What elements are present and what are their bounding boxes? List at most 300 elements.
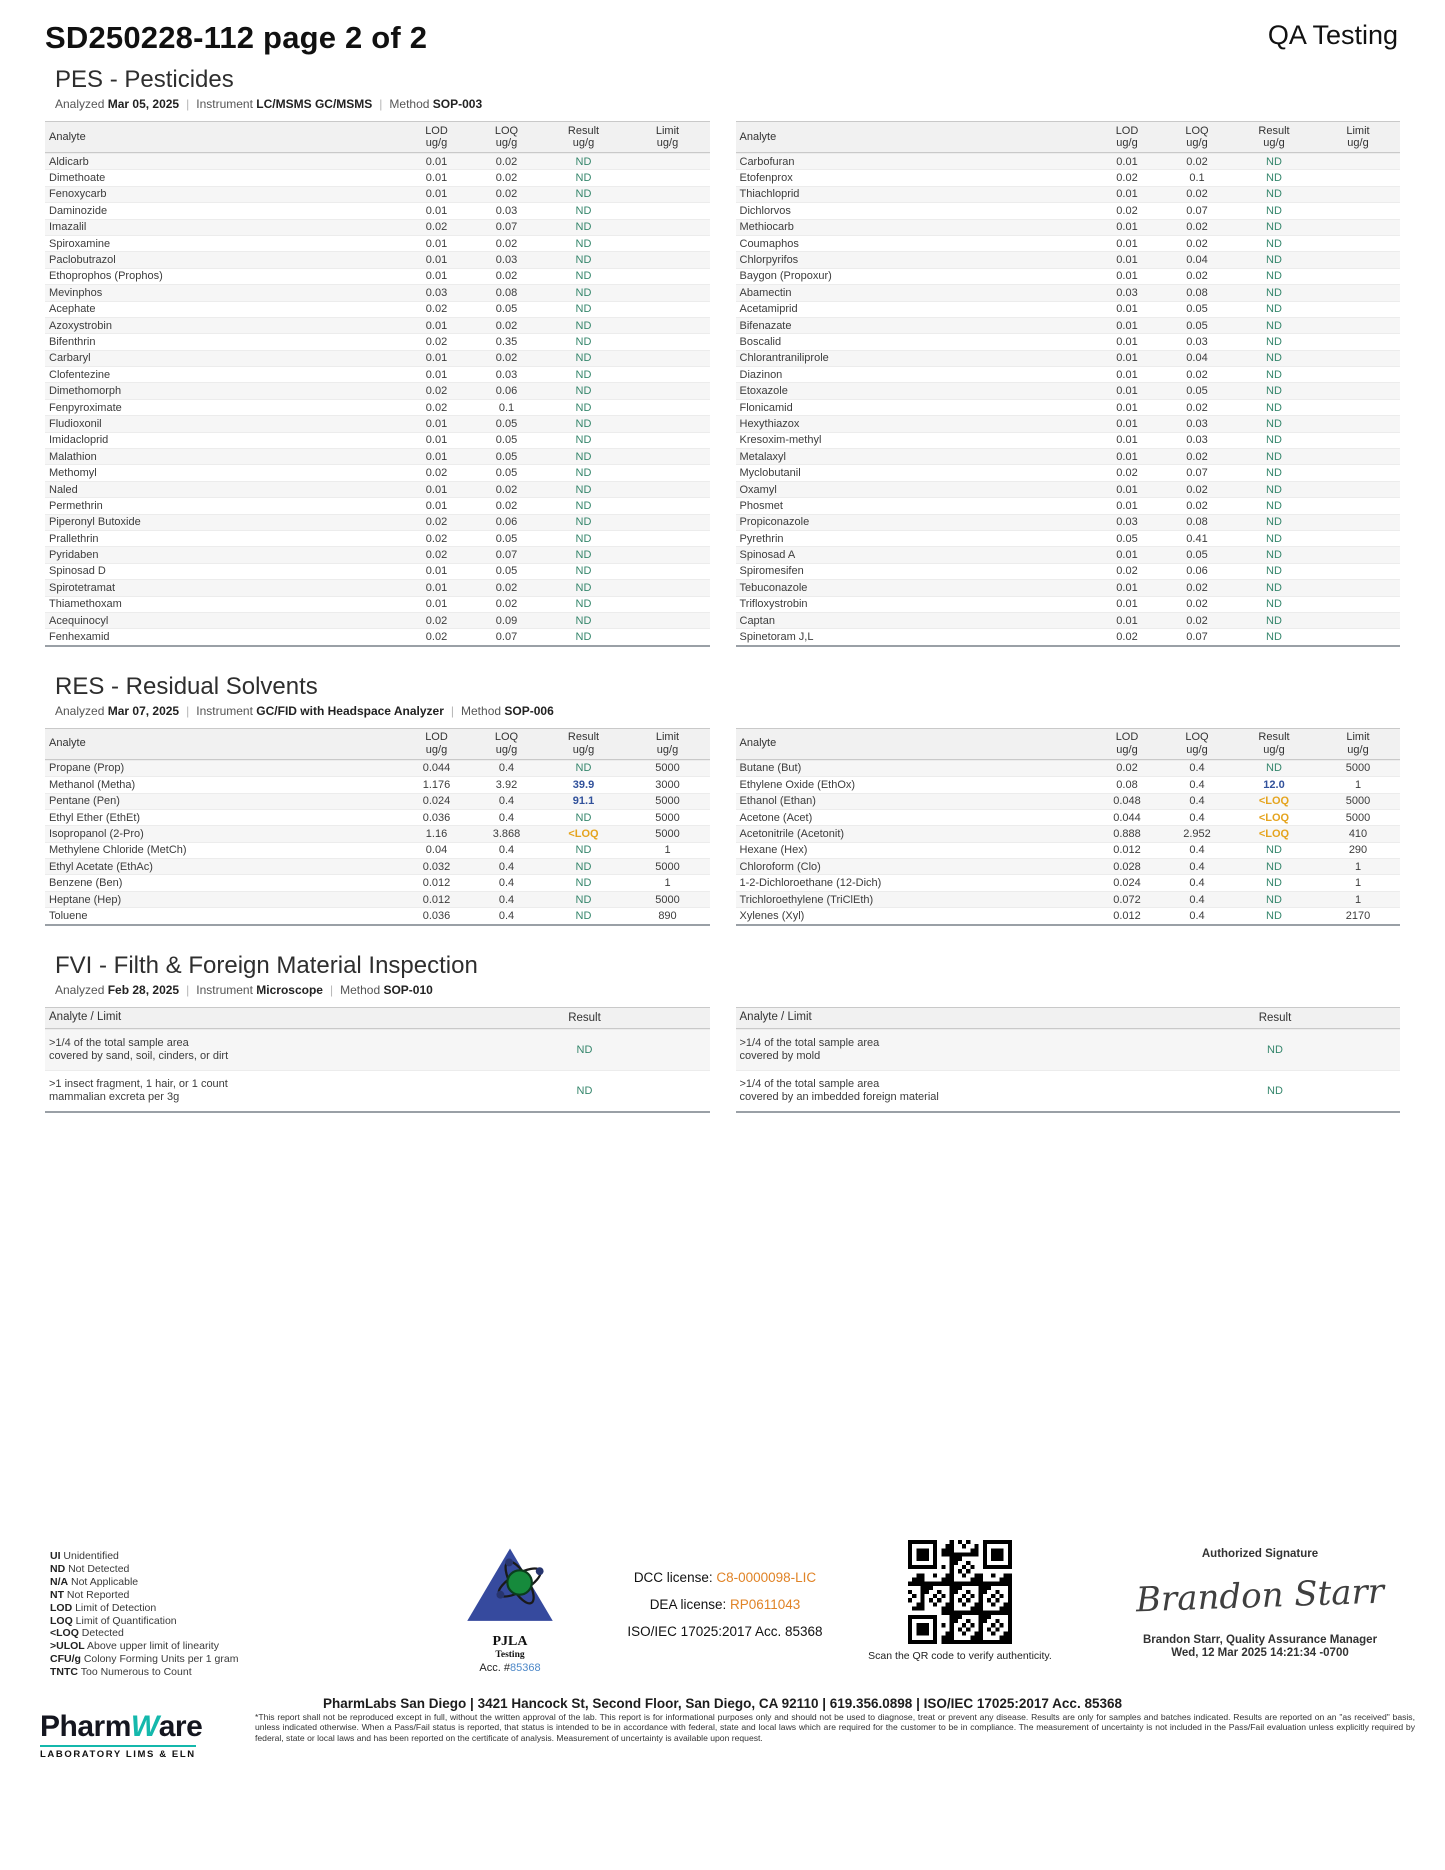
table-row: [45, 858, 710, 874]
limit-value: 1: [1354, 893, 1362, 906]
analyzed-date: Feb 28, 2025: [107, 982, 180, 997]
limit-value: 2170: [1345, 909, 1371, 922]
acc-number: 85368: [509, 1662, 541, 1674]
loq-value: 0.4: [1189, 762, 1205, 775]
result-value: ND: [575, 844, 592, 857]
pharmware-logo: [40, 1710, 240, 1762]
column-header-loq: [472, 125, 542, 150]
column-header-lod: [1092, 125, 1162, 150]
instrument-label: Instrument: [196, 982, 253, 997]
lod-value: 0.01: [425, 188, 448, 201]
header-label: Analyte: [739, 737, 777, 750]
column-header-loq: [472, 731, 542, 756]
analyte-name: Dimethomorph: [49, 385, 122, 398]
analyte-name: Propiconazole: [739, 516, 810, 529]
analyte-name: Tebuconazole: [739, 581, 808, 594]
lod-value: 0.01: [1116, 335, 1138, 348]
result-value: ND: [1266, 303, 1282, 316]
table-row: [45, 284, 710, 300]
table-row: [736, 301, 1401, 317]
lod-value: 0.01: [425, 204, 448, 217]
analyte-name: Spirotetramat: [49, 581, 116, 594]
analyte-name: Xylenes (Xyl): [739, 909, 805, 922]
lod-value: 0.03: [1116, 516, 1138, 529]
analyzed-label: Analyzed: [55, 97, 105, 111]
result-value: ND: [1266, 467, 1282, 480]
lod-value: 0.03: [1116, 286, 1138, 299]
result-value: ND: [1266, 549, 1282, 562]
limit-value: 1: [1354, 877, 1362, 890]
result-value: ND: [575, 467, 592, 480]
header-unit: ug/g: [1116, 743, 1138, 756]
lod-value: 0.02: [425, 631, 448, 644]
analyte-name: Aldicarb: [49, 155, 89, 168]
table-row: [45, 464, 710, 480]
fvi-table-half: [45, 1007, 710, 1113]
lod-value: 0.012: [422, 893, 451, 906]
loq-value: 0.02: [1186, 188, 1208, 201]
result-value: ND: [1266, 172, 1282, 185]
lod-value: 0.01: [425, 417, 448, 430]
result-value: ND: [575, 270, 592, 283]
table-row: [736, 202, 1401, 218]
method-value: SOP-006: [504, 703, 554, 718]
column-header-lod: [402, 731, 472, 756]
limit-value: 1: [1354, 860, 1362, 873]
loq-value: 0.02: [1186, 368, 1208, 381]
analyte-name: Ethyl Ether (EthEt): [49, 811, 141, 824]
table-row: [736, 825, 1401, 841]
loq-value: 0.07: [495, 221, 518, 234]
column-header-result: Result: [1258, 1011, 1292, 1024]
result-value: ND: [1266, 352, 1282, 365]
result-value: ND: [575, 188, 592, 201]
limit-value: 1: [1354, 778, 1362, 791]
lod-value: 0.02: [425, 335, 448, 348]
qr-code: [908, 1540, 1012, 1644]
column-header-analyte: [45, 737, 402, 750]
table-row: [45, 301, 710, 317]
analyte-name: Paclobutrazol: [49, 254, 116, 267]
result-value: ND: [575, 499, 592, 512]
analyte-limit-text: [45, 1037, 460, 1063]
column-header-loq: [1162, 125, 1232, 150]
lod-value: 0.02: [1116, 565, 1138, 578]
result-value: ND: [1267, 1084, 1283, 1097]
loq-value: 0.4: [1189, 860, 1205, 873]
analyte-limit-text: [736, 1078, 1151, 1104]
dea-license-value: RP0611043: [729, 1597, 801, 1612]
legend-entry: LOD Limit of Detection: [50, 1601, 157, 1614]
result-value: ND: [575, 352, 592, 365]
analyte-name: Fludioxonil: [49, 417, 102, 430]
result-value: ND: [1266, 877, 1282, 890]
table-row: [45, 793, 710, 809]
loq-value: 0.08: [1186, 516, 1208, 529]
table-row: [736, 628, 1401, 644]
column-header-analyte-limit: Analyte / Limit: [49, 1011, 122, 1024]
analyte-table-half: [736, 728, 1401, 926]
loq-value: 0.4: [498, 860, 515, 873]
limit-line: covered by sand, soil, cinders, or dirt: [49, 1049, 229, 1062]
result-value: ND: [575, 221, 592, 234]
loq-value: 0.41: [1186, 532, 1208, 545]
table-row: [45, 563, 710, 579]
table-row: [45, 530, 710, 546]
loq-value: 0.06: [1186, 565, 1208, 578]
result-value: ND: [1266, 434, 1282, 447]
legend-entry: TNTC Too Numerous to Count: [50, 1666, 192, 1679]
result-value: ND: [575, 368, 592, 381]
instrument-label: Instrument: [196, 703, 253, 718]
analyte-name: Permethrin: [49, 499, 103, 512]
pesticides-table: [45, 121, 1400, 647]
loq-value: 0.05: [495, 434, 518, 447]
loq-value: 0.02: [1186, 483, 1208, 496]
result-value: 91.1: [572, 795, 595, 808]
header-label: Limit: [1346, 731, 1370, 744]
table-row: [45, 153, 710, 169]
lod-value: 0.01: [425, 270, 448, 283]
table-row: [736, 874, 1401, 890]
result-value: ND: [1266, 516, 1282, 529]
result-value: ND: [575, 860, 592, 873]
column-header-analyte: [45, 131, 402, 144]
lod-value: 0.01: [1116, 598, 1138, 611]
legend-abbr: LOD: [50, 1601, 73, 1614]
limit-line: >1/4 of the total sample area: [739, 1036, 880, 1049]
analyte-name: Acetamiprid: [739, 303, 798, 316]
analyte-name: Oxamyl: [739, 483, 777, 496]
lod-value: 0.02: [425, 614, 448, 627]
result-value: ND: [1266, 286, 1282, 299]
header-label: Analyte: [49, 737, 86, 750]
table-row: [736, 776, 1401, 792]
result-value: ND: [575, 155, 592, 168]
loq-value: 0.03: [1186, 434, 1208, 447]
table-row: [736, 251, 1401, 267]
table-row: [736, 464, 1401, 480]
analyte-name: Imidacloprid: [49, 434, 109, 447]
loq-value: 0.02: [1186, 450, 1208, 463]
column-header-result: Result: [568, 1011, 601, 1024]
loq-value: 3.868: [492, 827, 521, 840]
loq-value: 0.02: [1186, 155, 1208, 168]
header-label: Result: [567, 124, 600, 137]
result-value: ND: [575, 254, 592, 267]
table-row: [736, 186, 1401, 202]
column-header-limit: [626, 125, 710, 150]
signer-name-title: Brandon Starr, Quality Assurance Manager: [1142, 1634, 1378, 1646]
analyzed-date: Mar 07, 2025: [107, 703, 180, 718]
limit-value: 890: [658, 909, 677, 922]
analyte-name: Abamectin: [739, 286, 792, 299]
qa-testing-label: QA Testing: [1267, 20, 1398, 50]
section-residual-solvents: [45, 673, 1400, 926]
lod-value: 0.01: [1116, 188, 1138, 201]
lod-value: 0.02: [425, 303, 448, 316]
pjla-accreditation-block: [445, 1544, 575, 1674]
authorized-signature-label: Authorized Signature: [1201, 1548, 1319, 1560]
lod-value: 0.01: [1116, 221, 1138, 234]
page-footer: [0, 1538, 1445, 1870]
table-header-row: [45, 1007, 710, 1029]
legend-abbr: <LOQ: [50, 1627, 79, 1640]
analyte-name: Kresoxim-methyl: [739, 434, 822, 447]
column-header-lod: [402, 125, 472, 150]
lod-value: 0.888: [1113, 827, 1141, 840]
residual-solvents-table: [45, 728, 1400, 926]
analyte-name: Boscalid: [739, 335, 782, 348]
header-unit: ug/g: [1347, 137, 1369, 149]
method-label: Method: [389, 97, 430, 111]
header-label: Result: [567, 731, 600, 744]
table-row: [736, 284, 1401, 300]
analyte-name: Ethanol (Ethan): [739, 795, 816, 808]
analyte-name: Ethoprophos (Prophos): [49, 270, 163, 283]
lod-value: 0.01: [425, 155, 448, 168]
loq-value: 0.05: [495, 532, 518, 545]
table-row: [736, 907, 1401, 923]
analyte-name: Chloroform (Clo): [739, 860, 821, 873]
lod-value: 0.036: [422, 811, 451, 824]
analyte-name: Spinosad A: [739, 549, 796, 562]
loq-value: 0.02: [495, 581, 518, 594]
table-row: [45, 432, 710, 448]
result-value: ND: [575, 516, 592, 529]
analyte-name: Methylene Chloride (MetCh): [49, 844, 187, 857]
analyte-limit-text: [736, 1037, 1151, 1063]
loq-value: 0.4: [498, 877, 515, 890]
iso-accreditation-line: ISO/IEC 17025:2017 Acc. 85368: [627, 1624, 823, 1639]
loq-value: 0.08: [495, 286, 518, 299]
loq-value: 0.03: [1186, 417, 1208, 430]
analyte-name: Baygon (Propoxur): [739, 270, 832, 283]
table-header-row: [736, 728, 1401, 760]
result-value: ND: [575, 532, 592, 545]
analyte-name: Benzene (Ben): [49, 877, 123, 890]
loq-value: 0.02: [495, 352, 518, 365]
signature-block: [1110, 1548, 1410, 1659]
analyte-name: Carbaryl: [49, 352, 91, 365]
result-value: ND: [1266, 614, 1282, 627]
loq-value: 0.02: [495, 188, 518, 201]
loq-value: 0.02: [495, 499, 518, 512]
table-row: [45, 907, 710, 923]
result-value: ND: [1266, 598, 1282, 611]
analyte-name: Metalaxyl: [739, 450, 786, 463]
lod-value: 0.01: [1116, 499, 1138, 512]
table-row: [736, 481, 1401, 497]
loq-value: 0.4: [1189, 909, 1205, 922]
result-value: ND: [575, 483, 592, 496]
lod-value: 0.01: [425, 172, 448, 185]
analyte-name: Spiromesifen: [739, 565, 804, 578]
brand-part1: Pharm: [40, 1710, 131, 1743]
analyte-name: Imazalil: [49, 221, 87, 234]
result-value: ND: [1266, 204, 1282, 217]
header-unit: ug/g: [425, 743, 448, 756]
lod-value: 0.01: [425, 499, 448, 512]
loq-value: 0.02: [495, 598, 518, 611]
column-header-lod: [1092, 731, 1162, 756]
table-row: [736, 399, 1401, 415]
loq-value: 0.05: [495, 450, 518, 463]
analyte-name: Azoxystrobin: [49, 319, 112, 332]
table-row: [736, 891, 1401, 907]
limit-value: 5000: [655, 762, 680, 775]
lod-value: 0.024: [422, 795, 451, 808]
lod-value: 0.01: [1116, 254, 1138, 267]
dcc-license-label: DCC license:: [633, 1570, 717, 1585]
lod-value: 0.01: [425, 352, 448, 365]
loq-value: 0.02: [495, 270, 518, 283]
result-value: ND: [575, 204, 592, 217]
table-row: [45, 235, 710, 251]
loq-value: 0.05: [495, 303, 518, 316]
dea-license-line: [560, 1597, 890, 1612]
pjla-accreditation-number: [445, 1662, 575, 1674]
loq-value: 0.07: [1186, 204, 1208, 217]
result-value: ND: [575, 581, 592, 594]
lod-value: 0.024: [1113, 877, 1141, 890]
analyte-name: Pyridaben: [49, 549, 99, 562]
result-value: ND: [1266, 909, 1282, 922]
lod-value: 0.02: [1116, 467, 1138, 480]
section-meta-fvi: [55, 983, 1400, 997]
header-unit: ug/g: [572, 743, 595, 756]
header-unit: ug/g: [1186, 743, 1208, 756]
table-row: [736, 546, 1401, 562]
result-value: ND: [1266, 499, 1282, 512]
loq-value: 0.05: [1186, 385, 1208, 398]
result-value: ND: [575, 303, 592, 316]
acc-prefix: Acc. #: [479, 1662, 510, 1674]
lod-value: 0.012: [422, 877, 451, 890]
table-row: [45, 514, 710, 530]
table-row: [45, 579, 710, 595]
analyte-name: Ethyl Acetate (EthAc): [49, 860, 153, 873]
column-header-analyte: [736, 131, 1093, 144]
lod-value: 0.02: [425, 385, 448, 398]
analyte-name: Flonicamid: [739, 401, 793, 414]
loq-value: 0.02: [495, 155, 518, 168]
header-label: LOQ: [494, 731, 519, 744]
loq-value: 2.952: [1183, 827, 1211, 840]
table-header-row: [45, 121, 710, 153]
legend-abbr: LOQ: [50, 1614, 73, 1627]
lod-value: 0.01: [1116, 368, 1138, 381]
lod-value: 1.176: [422, 778, 451, 791]
table-row: [45, 628, 710, 644]
table-row: [45, 481, 710, 497]
result-value: ND: [575, 909, 592, 922]
analyzed-date: Mar 05, 2025: [107, 97, 180, 111]
lod-value: 0.01: [425, 368, 448, 381]
result-value: ND: [576, 1084, 593, 1097]
signature-script: Brandon Starr: [1135, 1571, 1385, 1621]
table-row: [736, 219, 1401, 235]
limit-value: 1: [664, 844, 671, 857]
lod-value: 0.01: [425, 254, 448, 267]
analyte-name: Acequinocyl: [49, 614, 109, 627]
lod-value: 0.044: [1113, 811, 1141, 824]
lod-value: 0.036: [422, 909, 451, 922]
table-row: [45, 825, 710, 841]
analyte-name: Naled: [49, 483, 78, 496]
lod-value: 0.01: [1116, 319, 1138, 332]
table-row: [736, 169, 1401, 185]
analyte-name: Bifenazate: [739, 319, 792, 332]
legend-abbr: TNTC: [50, 1666, 78, 1679]
lod-value: 0.01: [1116, 270, 1138, 283]
result-value: <LOQ: [1258, 795, 1290, 808]
analyte-name: Coumaphos: [739, 237, 799, 250]
lod-value: 0.01: [1116, 401, 1138, 414]
legend-entry: LOQ Limit of Quantification: [50, 1614, 177, 1627]
column-header-result: [1232, 731, 1316, 756]
lod-value: 0.01: [1116, 450, 1138, 463]
result-value: ND: [1266, 254, 1282, 267]
lod-value: 0.072: [1113, 893, 1141, 906]
loq-value: 0.02: [1186, 581, 1208, 594]
header-label: LOQ: [494, 124, 519, 137]
loq-value: 0.06: [495, 516, 518, 529]
table-row: [736, 1070, 1401, 1111]
table-row: [736, 317, 1401, 333]
legend-entry: <LOQ Detected: [50, 1627, 124, 1640]
header-unit: ug/g: [656, 137, 679, 149]
table-row: [45, 219, 710, 235]
loq-value: 3.92: [495, 778, 518, 791]
lod-value: 0.028: [1113, 860, 1141, 873]
header-label: Limit: [655, 731, 680, 744]
lod-value: 0.01: [425, 434, 448, 447]
analyte-name: Myclobutanil: [739, 467, 801, 480]
analyte-name: Prallethrin: [49, 532, 99, 545]
legend-entry: NT Not Reported: [50, 1588, 130, 1601]
lab-address-line: PharmLabs San Diego | 3421 Hancock St, Second Floor, San Diego, CA 92110 | 619.356.0898 | ISO/IEC 17025:2017 Acc. 85368: [323, 1696, 1122, 1711]
table-row: [45, 612, 710, 628]
lod-value: 0.01: [425, 450, 448, 463]
table-row: [736, 153, 1401, 169]
analyte-name: Daminozide: [49, 204, 108, 217]
table-row: [736, 760, 1401, 776]
result-value: ND: [1266, 565, 1282, 578]
loq-value: 0.03: [495, 254, 518, 267]
lod-value: 0.03: [425, 286, 448, 299]
section-meta-res: [55, 704, 1400, 718]
header-unit: ug/g: [425, 137, 448, 149]
table-row: [45, 546, 710, 562]
legend-entry: N/A Not Applicable: [50, 1575, 139, 1588]
analyte-name: Chlorpyrifos: [739, 254, 799, 267]
table-row: [736, 612, 1401, 628]
lod-value: 0.02: [425, 516, 448, 529]
header-unit: ug/g: [495, 137, 518, 149]
result-value: ND: [575, 401, 592, 414]
method-label: Method: [461, 703, 502, 718]
lod-value: 0.02: [1116, 762, 1138, 775]
result-value: ND: [575, 811, 592, 824]
analyte-name: Mevinphos: [49, 286, 103, 299]
result-value: ND: [1266, 532, 1282, 545]
result-value: ND: [1266, 319, 1282, 332]
lod-value: 0.01: [1116, 303, 1138, 316]
lod-value: 0.048: [1113, 795, 1141, 808]
analyte-name: Toluene: [49, 909, 88, 922]
header-label: LOQ: [1185, 731, 1209, 744]
